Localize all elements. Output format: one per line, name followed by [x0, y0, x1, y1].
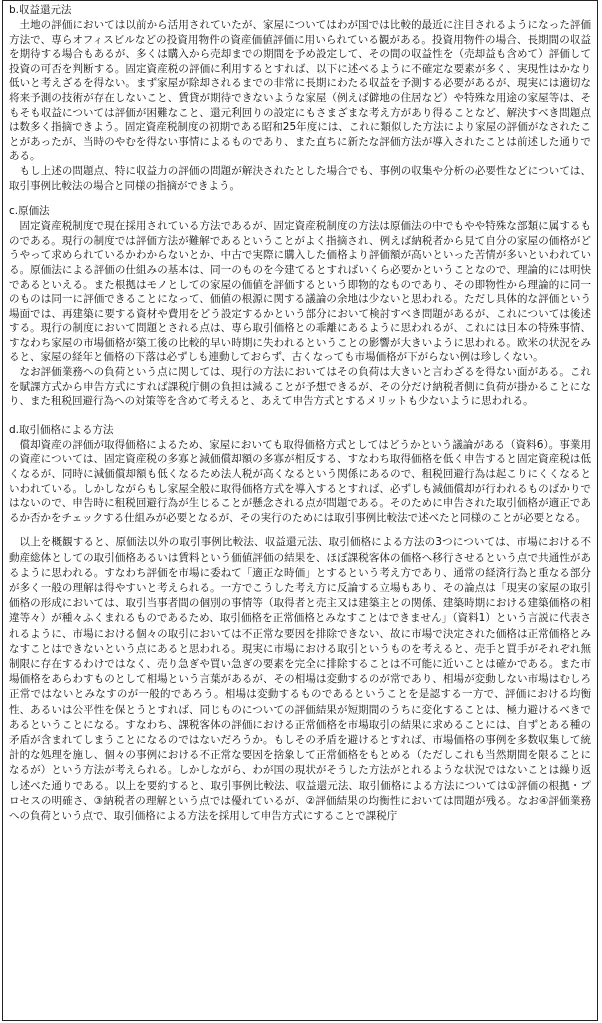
paragraph: もし上述の問題点、特に収益力の評価の問題が解決されたとした場合でも、事例の収集や分析の必要性などについては、取引事例比較法の場合と同様の指摘ができよう。: [9, 164, 591, 192]
section-transaction-price-method: [3, 423, 597, 526]
section-spacer: [3, 409, 597, 421]
section-summary: [3, 535, 597, 824]
section-cost-approach: [3, 204, 597, 409]
section-income-approach: [3, 3, 597, 193]
section-heading: c.原価法: [9, 205, 50, 218]
paragraph: 土地の評価においては以前から活用されていたが、家屋についてはわが国では比較的最近に注目されるようになった評価方法で、専らオフィスビルなどの投資用物件の資産価値評価に用いられている観がある。投資用物件の場合、長期間の収益を期待する場合もあるが、多くは購入から売却までの期間を予め設定して、その間の収益性を（売却益も含めて）評価して投資の可否を判断する。固定資産税の評価に利用するとすれば、以下に述べるように不確定な要素が多く、実現性はかなり低いと考えざるを得ない。まず家屋が除却されるまでの非常に長期にわたる収益を予測する必要があるが、現実には適切な将来予測の技術が存在しないこと、賃貸が期待できないような家屋（例えば僻地の住居など）や特殊な用途の家屋等は、そもそも収益については評価が困難なこと、還元利回りの設定にもさまざまな考え方があり得ることなど、解決すべき問題点は数多く指摘できよう。固定資産税制度の初期である昭和25年度には、これに類似した方法により家屋の評価がなされたことがあったが、当時のやむを得ない事情によるものであり、また直ちに新たな評価方法が導入されたことは前述した通りである。: [9, 19, 591, 163]
section-heading: b.収益還元法: [9, 4, 72, 16]
section-heading: d.取引価格による方法: [9, 423, 114, 436]
document-page: [2, 0, 598, 1021]
paragraph: 固定資産税制度で現在採用されている方法であるが、固定資産税制度の方法は原価法の中でもやや特殊な部類に属するものである。現行の制度では評価方法が難解であるということがよく指摘され、例えば納税者から見て自分の家屋の価格がどうやって求められているかわからないとか、中古で実際に購入した価格より評価額が高いといった苦情が多いといわれている。原価法による評価の仕組みの基本は、同一のものを今建てるとすればいくら必要かということなので、理論的には明快であるといえる。また根拠はモノとしての家屋の価値を評価するという即物的なものであり、その即物性から理論的に同一のものは同一に評価できることになって、価値の根源に関する議論の余地は少ないと思われる。ただし具体的な評価という場面では、再建築に要する資材や費用をどう設定するかという部分において検討すべき問題があるが、これについては後述する。現行の制度において問題とされる点は、専ら取引価格との乖離にあるように思われるが、これには日本の特殊事情、すなわち家屋の市場価格が築工後の比較的早い時期に失われるということの影響が大きいように思われる。欧米の状況をみると、家屋の経年と価格の下落は必ずしも連動しておらず、古くなっても市場価格が下がらない例は珍しくない。: [9, 220, 591, 364]
paragraph: 償却資産の評価が取得価格によるため、家屋においても取得価格方式としてはどうかという議論がある（資料6）。事業用の資産については、固定資産税の多寡と減価償却額の多寡が相反する、すなわち取得価格を低く申告すると固定資産税は低くなるが、同時に減価償却額も低くなるため法人税が高くなるという関係にあるので、租税回避行為は起こりにくくなるといわれている。しかしながらもし家屋全般に取得価格方式を導入するとすれば、必ずしも減価償却が行われるものばかりではないので、申告時に租税回避行為が生じることが懸念される点が問題である。そのために申告された取引価格が適正であるか否かをチェックする仕組みが必要となるが、その実行のためには取引事例比較法で述べたと同様のことが必要となる。: [9, 438, 591, 524]
section-spacer: [3, 193, 597, 202]
section-spacer: [3, 525, 597, 535]
paragraph: 以上を概観すると、原価法以外の取引事例比較法、収益還元法、取引価格による方法の3つについては、市場における不動産総体としての取引価格あるいは賃料という価値評価の結果を、ほぼ課税客体の価格へ移行させるという点で共通性があるように思われる。すなわち評価を市場に委ねて「適正な時価」とするという考え方であり、通常の経済行為と重なる部分が多く一般の理解は得やすいと考えられる。一方でこうした考え方に反論する立場もあり、その論点は「現実の家屋の取引価格の形成においては、取引当事者間の個別の事情等（取得者と売主又は建築主との関係、建築時期における建築価格の相違等々）が種々ふくまれるものであるため、取引価格を正常価格とみなすことはできません」（資料1）という言説に代表されるように、市場における個々の取引においては不正常な要因を排除できない、故に市場で決定された価格は正常価格とみなすことはできないという点にあると思われる。現実に市場における取引というものを考えると、売手と買手がそれぞれ無制限に存在するわけではなく、売り急ぎや買い急ぎの要素を完全に排除することは不可能に近いことは確かである。また市場価格をあらわすものとして相場という言葉があるが、その相場は変動するのが常であり、相場が変動しない市場はむしろ正常ではないとみなすのが一般的であろう。相場は変動するものであるということを是認する一方で、評価における均衡性、あるいは公平性を保とうとすれば、同じものについての評価結果が短期間のうちに変化することは、極力避けるべきであるということになる。すなわち、課税客体の評価における正常価格を市場取引の結果に求めることには、自ずとある種の矛盾が含まれてしまうことになるのではないだろうか。もしその矛盾を避けるとすれば、市場価格の事例を多数収集して統計的な処理を施し、個々の事例における不正常な要因を捨象して正常価格をもとめる（ただしこれも当然期間を限ることになるが）という方法が考えられる。しかしながら、わが国の現状がそうした方法がとれるような状況ではないことは繰り返し述べた通りである。以上を要約すると、取引事例比較法、収益還元法、取引価格による方法については①評価の根拠・プロセスの明確さ、③納税者の理解という点では優れているが、②評価結果の均衡性においては問題が残る。なお④評価業務への負荷という点で、取引価格による方法を採用して申告方式にすることで課税庁: [9, 536, 591, 823]
paragraph: なお評価業務への負荷という点に関しては、現行の方法においてはその負荷は大きいと言わざるを得ない面がある。これを賦課方式から申告方式にすれば課税庁側の負担は減ることが予想できるが、その分だけ納税者側に負荷が掛かることになり、また租税回避行為への対策等を含めて考えると、あえて申告方式とするメリットも少ないように思われる。: [9, 366, 591, 408]
